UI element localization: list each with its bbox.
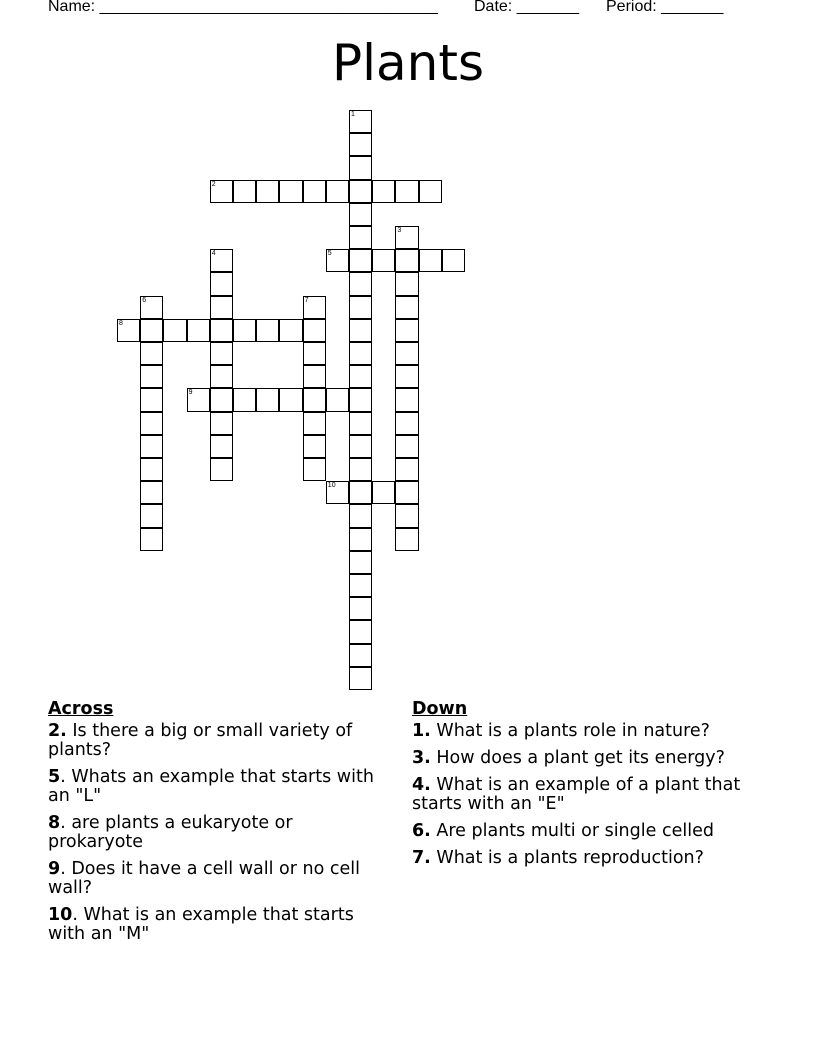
crossword-cell[interactable]	[140, 388, 163, 411]
crossword-cell[interactable]	[349, 528, 372, 551]
page-title: Plants	[331, 34, 485, 92]
down-heading: Down	[412, 699, 468, 719]
crossword-cell[interactable]	[349, 597, 372, 620]
crossword-cell[interactable]	[349, 342, 372, 365]
crossword-cell[interactable]	[349, 133, 372, 156]
crossword-cell[interactable]	[349, 226, 372, 249]
clue-across-5	[48, 768, 388, 806]
crossword-cell[interactable]	[349, 203, 372, 226]
crossword-cell[interactable]	[303, 458, 326, 481]
crossword-cell[interactable]	[395, 272, 418, 295]
crossword-cell[interactable]	[210, 388, 233, 411]
crossword-cell[interactable]	[349, 110, 372, 133]
crossword-cell[interactable]	[349, 180, 372, 203]
clue-across-9	[48, 860, 388, 898]
crossword-cell[interactable]	[140, 365, 163, 388]
clue-across-2	[48, 722, 388, 760]
crossword-cell[interactable]	[349, 156, 372, 179]
crossword-cell[interactable]	[256, 180, 279, 203]
clue-text: What is an example of a plant that starts with an "E"	[412, 775, 741, 814]
name-field-label[interactable]: Name: ______________________________________	[48, 0, 438, 15]
crossword-cell[interactable]	[349, 412, 372, 435]
clue-number-label: 6	[142, 296, 147, 304]
crossword-cell[interactable]	[210, 319, 233, 342]
crossword-cell[interactable]	[210, 342, 233, 365]
clue-number-label: 4	[211, 250, 216, 258]
clue-number: 7.	[412, 848, 431, 868]
crossword-cell[interactable]	[395, 342, 418, 365]
clue-number-label: 9	[188, 389, 193, 397]
crossword-cell[interactable]	[303, 365, 326, 388]
clue-text: What is a plants role in nature?	[430, 721, 710, 741]
crossword-cell[interactable]	[279, 319, 302, 342]
crossword-cell[interactable]	[372, 249, 395, 272]
crossword-cell[interactable]	[210, 272, 233, 295]
crossword-cell[interactable]	[187, 388, 210, 411]
clue-down-3	[412, 749, 772, 768]
clue-text: How does a plant get its energy?	[430, 748, 725, 768]
crossword-cell[interactable]	[140, 319, 163, 342]
crossword-cell[interactable]	[210, 365, 233, 388]
crossword-cell[interactable]	[233, 319, 256, 342]
clue-number-label: 3	[397, 227, 402, 234]
crossword-cell[interactable]	[349, 296, 372, 319]
crossword-cell[interactable]	[395, 319, 418, 342]
crossword-cell[interactable]	[349, 667, 372, 690]
crossword-cell[interactable]	[349, 551, 372, 574]
crossword-cell[interactable]	[140, 504, 163, 527]
crossword-cell[interactable]	[349, 388, 372, 411]
crossword-cell[interactable]	[303, 435, 326, 458]
crossword-cell[interactable]	[210, 435, 233, 458]
crossword-cell[interactable]	[210, 180, 233, 203]
crossword-cell[interactable]	[303, 296, 326, 319]
crossword-cell[interactable]	[349, 319, 372, 342]
crossword-cell[interactable]	[163, 319, 186, 342]
crossword-cell[interactable]	[117, 319, 140, 342]
crossword-cell[interactable]	[140, 342, 163, 365]
crossword-cell[interactable]	[349, 504, 372, 527]
crossword-cell[interactable]	[395, 365, 418, 388]
clue-text: . are plants a eukaryote or prokaryote	[48, 813, 293, 852]
clue-number: 5	[48, 767, 61, 787]
crossword-cell[interactable]	[256, 319, 279, 342]
crossword-cell[interactable]	[442, 249, 465, 272]
clue-number-label: 8	[119, 319, 123, 327]
crossword-cell[interactable]	[303, 412, 326, 435]
clue-down-1	[412, 722, 772, 741]
crossword-cell[interactable]	[140, 296, 163, 319]
clue-number: 9	[48, 859, 61, 879]
clue-text: . Does it have a cell wall or no cell wall?	[48, 859, 360, 898]
crossword-cell[interactable]	[303, 319, 326, 342]
crossword-cell[interactable]	[395, 504, 418, 527]
crossword-cell[interactable]	[372, 481, 395, 504]
crossword-cell[interactable]	[395, 249, 418, 272]
down-clues	[412, 700, 772, 876]
clue-across-10	[48, 906, 388, 944]
crossword-cell[interactable]	[349, 458, 372, 481]
clue-number: 4.	[412, 775, 431, 795]
crossword-cell[interactable]	[303, 342, 326, 365]
crossword-cell[interactable]	[349, 272, 372, 295]
clue-number: 10	[48, 905, 73, 925]
clue-down-7	[412, 849, 772, 868]
clue-number-label: 2	[211, 180, 216, 188]
crossword-cell[interactable]	[349, 574, 372, 597]
crossword-cell[interactable]	[349, 365, 372, 388]
crossword-cell[interactable]	[140, 412, 163, 435]
clue-number-label: 10	[327, 482, 336, 490]
crossword-cell[interactable]	[349, 249, 372, 272]
crossword-cell[interactable]	[395, 412, 418, 435]
crossword-cell[interactable]	[372, 180, 395, 203]
crossword-cell[interactable]	[419, 249, 442, 272]
period-field-label[interactable]: Period: _______	[606, 0, 724, 15]
clue-text: What is a plants reproduction?	[430, 848, 704, 868]
crossword-cell[interactable]	[349, 644, 372, 667]
clue-text: . What is an example that starts with an "M"	[48, 905, 354, 944]
crossword-cell[interactable]	[326, 481, 349, 504]
crossword-cell[interactable]	[210, 249, 233, 272]
clue-text: . Whats an example that starts with an "L"	[48, 767, 374, 806]
clue-across-8	[48, 814, 388, 852]
crossword-cell[interactable]	[326, 249, 349, 272]
crossword-cell[interactable]	[419, 180, 442, 203]
crossword-cell[interactable]	[395, 435, 418, 458]
crossword-cell[interactable]	[210, 296, 233, 319]
crossword-cell[interactable]	[395, 226, 418, 249]
crossword-cell[interactable]	[140, 458, 163, 481]
clue-number: 8	[48, 813, 61, 833]
clue-number-label: 7	[304, 296, 309, 304]
across-clues	[48, 700, 388, 952]
crossword-cell[interactable]	[395, 481, 418, 504]
crossword-cell[interactable]	[140, 435, 163, 458]
crossword-cell[interactable]	[303, 180, 326, 203]
clue-text: Is there a big or small variety of plants?	[48, 721, 353, 760]
clue-number: 3.	[412, 748, 431, 768]
clue-text: Are plants multi or single celled	[430, 821, 714, 841]
crossword-cell[interactable]	[256, 388, 279, 411]
crossword-cell[interactable]	[395, 528, 418, 551]
across-heading: Across	[48, 699, 114, 719]
crossword-cell[interactable]	[395, 296, 418, 319]
crossword-cell[interactable]	[395, 458, 418, 481]
crossword-cell[interactable]	[233, 180, 256, 203]
clue-number: 6.	[412, 821, 431, 841]
crossword-cell[interactable]	[279, 180, 302, 203]
crossword-cell[interactable]	[210, 412, 233, 435]
crossword-cell[interactable]	[140, 481, 163, 504]
clue-number: 1.	[412, 721, 431, 741]
crossword-cell[interactable]	[326, 180, 349, 203]
crossword-cell[interactable]	[279, 388, 302, 411]
clue-number-label: 5	[327, 250, 332, 258]
clue-number: 2.	[48, 721, 67, 741]
crossword-cell[interactable]	[349, 481, 372, 504]
crossword-cell[interactable]	[233, 388, 256, 411]
crossword-cell[interactable]	[140, 528, 163, 551]
crossword-cell[interactable]	[326, 388, 349, 411]
crossword-cell[interactable]	[349, 620, 372, 643]
clue-down-4	[412, 776, 772, 814]
crossword-cell[interactable]	[303, 388, 326, 411]
date-field-label[interactable]: Date: _______	[474, 0, 579, 15]
clue-down-6	[412, 822, 772, 841]
crossword-cell[interactable]	[349, 435, 372, 458]
crossword-cell[interactable]	[395, 388, 418, 411]
crossword-cell[interactable]	[187, 319, 210, 342]
crossword-cell[interactable]	[395, 180, 418, 203]
clue-number-label: 1	[351, 111, 355, 118]
crossword-cell[interactable]	[210, 458, 233, 481]
